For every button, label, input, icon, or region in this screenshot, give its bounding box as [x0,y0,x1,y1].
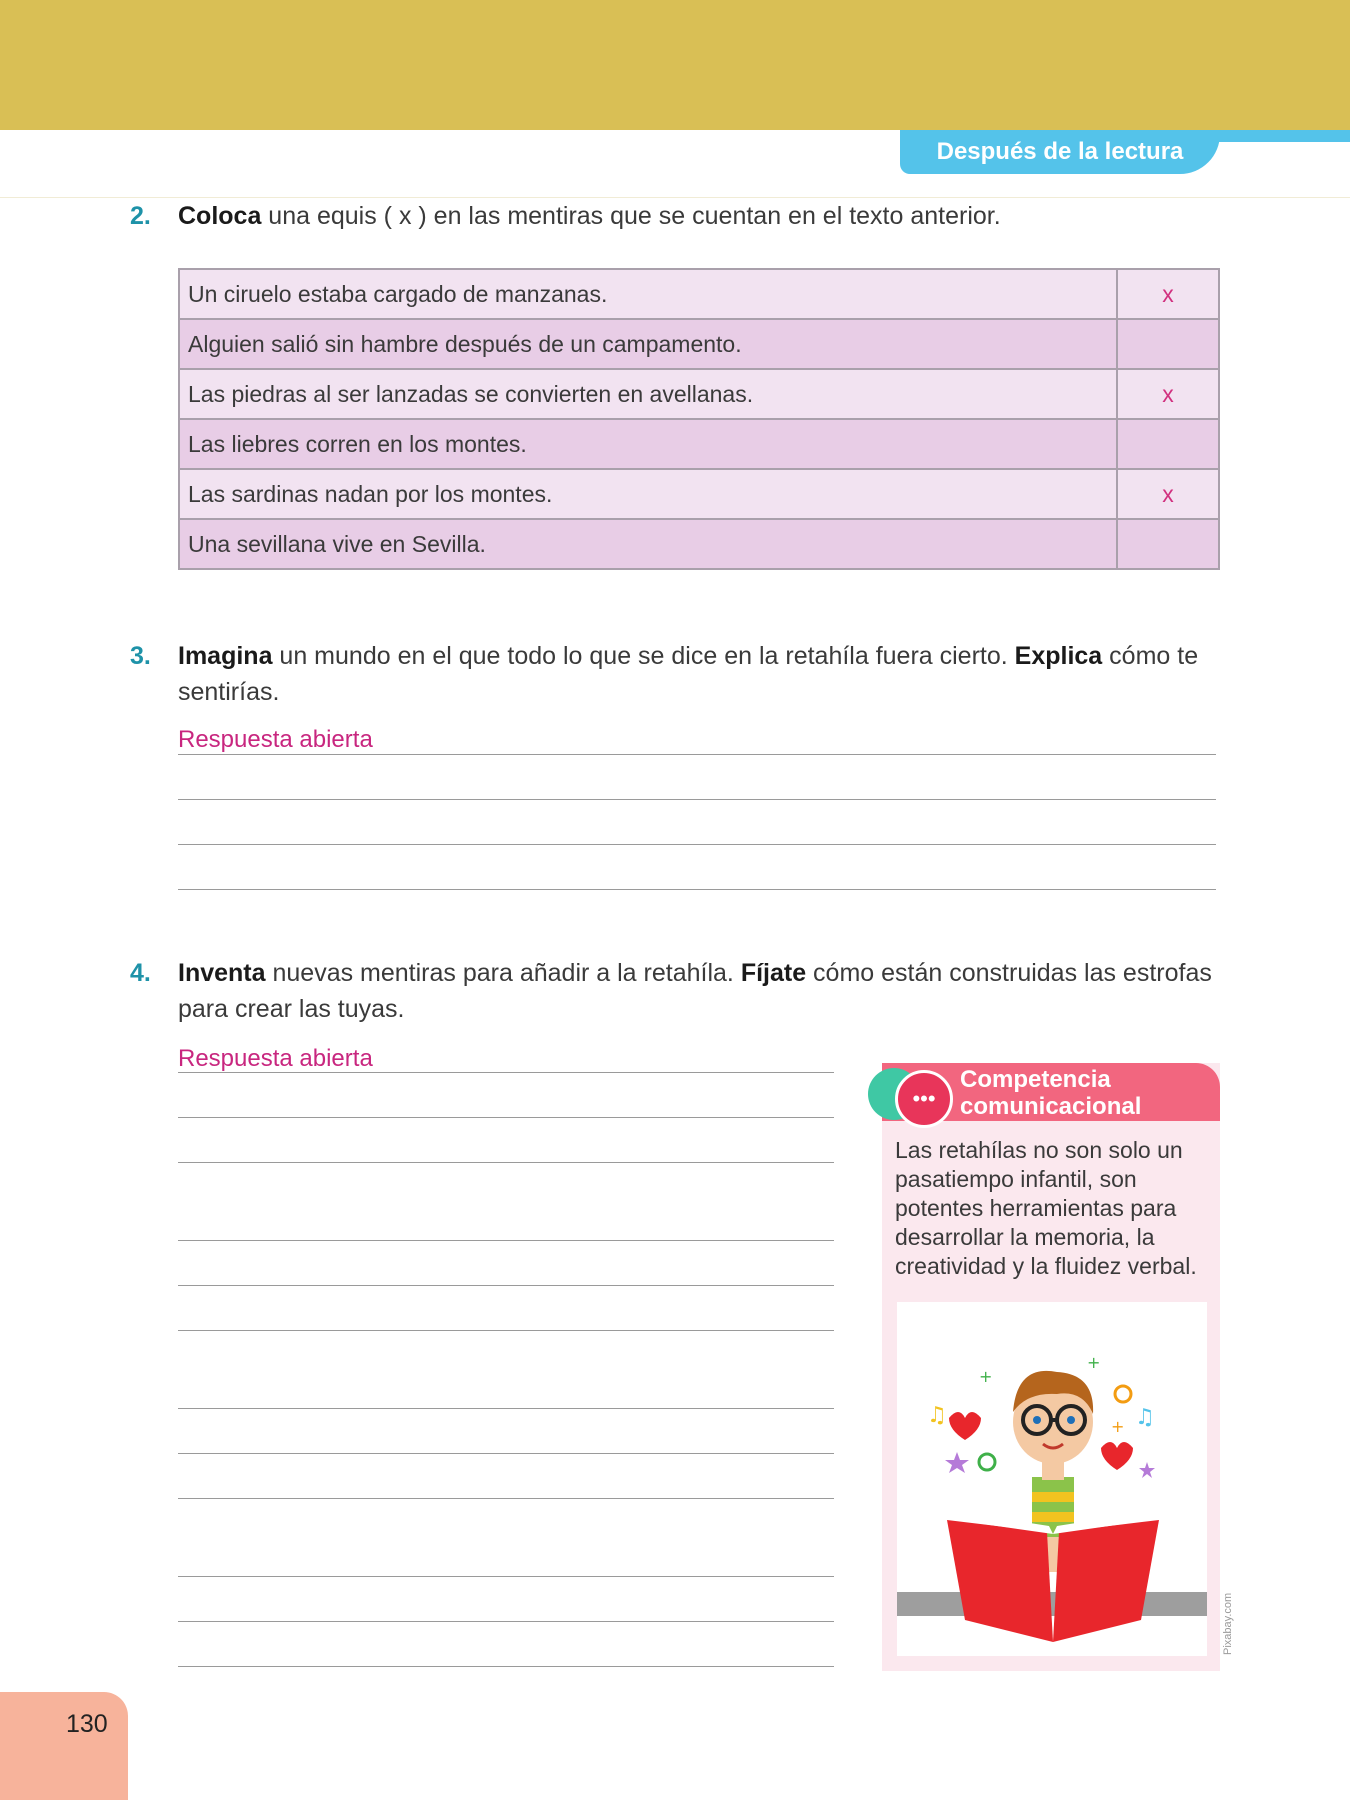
answer-line[interactable] [178,844,1216,845]
answer-line[interactable] [178,1498,834,1499]
answer-line[interactable] [178,1453,834,1454]
section-tab-label: Después de la lectura [936,138,1184,165]
table-row [179,469,1219,519]
answer-line[interactable] [178,1621,834,1622]
question-verb: Coloca [178,202,262,230]
table-row [179,319,1219,369]
statement-cell: Alguien salió sin hambre después de un campamento. [179,319,1117,369]
image-credit: Pixabay.com [1222,1592,1234,1655]
question-verb: Explica [1014,642,1103,670]
question-text [178,198,1228,234]
answer-label: Respuesta abierta [178,726,373,753]
boy-reading-svg [897,1302,1207,1656]
svg-text:+: + [1111,1417,1125,1436]
answer-line[interactable] [178,1576,834,1577]
question-text [178,638,1228,710]
question-rest: cómo están construidas las estrofas para crear las tuyas. [178,959,1212,1023]
heart-shape [949,1412,981,1440]
question-text [178,955,1228,1027]
answer-line[interactable] [178,799,1216,800]
page-number-tab [0,1692,128,1800]
statement-cell: Las piedras al ser lanzadas se convierten en avellanas. [179,369,1117,419]
book-left-page [947,1520,1053,1642]
mark-cell[interactable] [1117,519,1219,569]
answer-line[interactable] [178,889,1216,890]
star-shape [1139,1462,1155,1478]
answer-line[interactable] [178,1162,834,1163]
mark-cell[interactable]: x [1117,469,1219,519]
answer-line[interactable] [178,754,1216,755]
statement-cell: Un ciruelo estaba cargado de manzanas. [179,269,1117,319]
answer-line[interactable] [178,1666,834,1667]
question-verb: Imagina [178,642,273,670]
table-row [179,519,1219,569]
svg-text:+: + [979,1367,993,1386]
question-verb: Inventa [178,959,266,987]
statement-cell: Las liebres corren en los montes. [179,419,1117,469]
question-number: 2. [130,202,151,230]
question-rest: una equis ( x ) en las mentiras que se cuentan en el texto anterior. [261,202,1001,230]
mark-cell[interactable]: x [1117,269,1219,319]
question-mid: un mundo en el que todo lo que se dice en la retahíla fuera cierto. [272,642,1015,670]
statement-cell: Una sevillana vive en Sevilla. [179,519,1117,569]
question-number: 4. [130,959,151,987]
table-row [179,419,1219,469]
competencia-text: Las retahílas no son solo un pasatiempo infantil, son potentes herramientas para desarrollar la memoria, la creatividad y la fluidez verbal. [895,1137,1197,1279]
page-number: 130 [66,1710,108,1738]
answer-line[interactable] [178,1072,834,1073]
speech-bubble-icon: ••• [895,1070,953,1128]
section-tab [900,130,1220,174]
question-rest: cómo te sentirías. [178,642,1199,706]
answer-line[interactable] [178,1285,834,1286]
answer-line[interactable] [178,1330,834,1331]
mark-cell[interactable] [1117,419,1219,469]
svg-text:♫: ♫ [927,1403,947,1428]
table-row [179,269,1219,319]
question-mid: nuevas mentiras para añadir a la retahíla. [265,959,741,987]
statement-cell: Las sardinas nadan por los montes. [179,469,1117,519]
answer-label: Respuesta abierta [178,1045,373,1072]
section-tab-edge [1210,130,1350,142]
shelf-shape [897,1592,1207,1616]
mark-cell[interactable]: x [1117,369,1219,419]
svg-text:+: + [1087,1353,1101,1372]
mark-cell[interactable] [1117,319,1219,369]
question-number: 3. [130,642,151,670]
book-right-page [1053,1520,1159,1642]
heart-shape [1101,1442,1133,1470]
svg-text:♫: ♫ [1135,1405,1155,1430]
lies-table [178,268,1220,570]
competencia-title: Competencia comunicacional [960,1066,1142,1120]
answer-line[interactable] [178,1240,834,1241]
boy-reading-illustration [897,1302,1207,1656]
question-verb: Fíjate [740,959,807,987]
star-shape [945,1452,969,1473]
table-row [179,369,1219,419]
answer-line[interactable] [178,1117,834,1118]
top-color-band [0,0,1350,130]
answer-line[interactable] [178,1408,834,1409]
